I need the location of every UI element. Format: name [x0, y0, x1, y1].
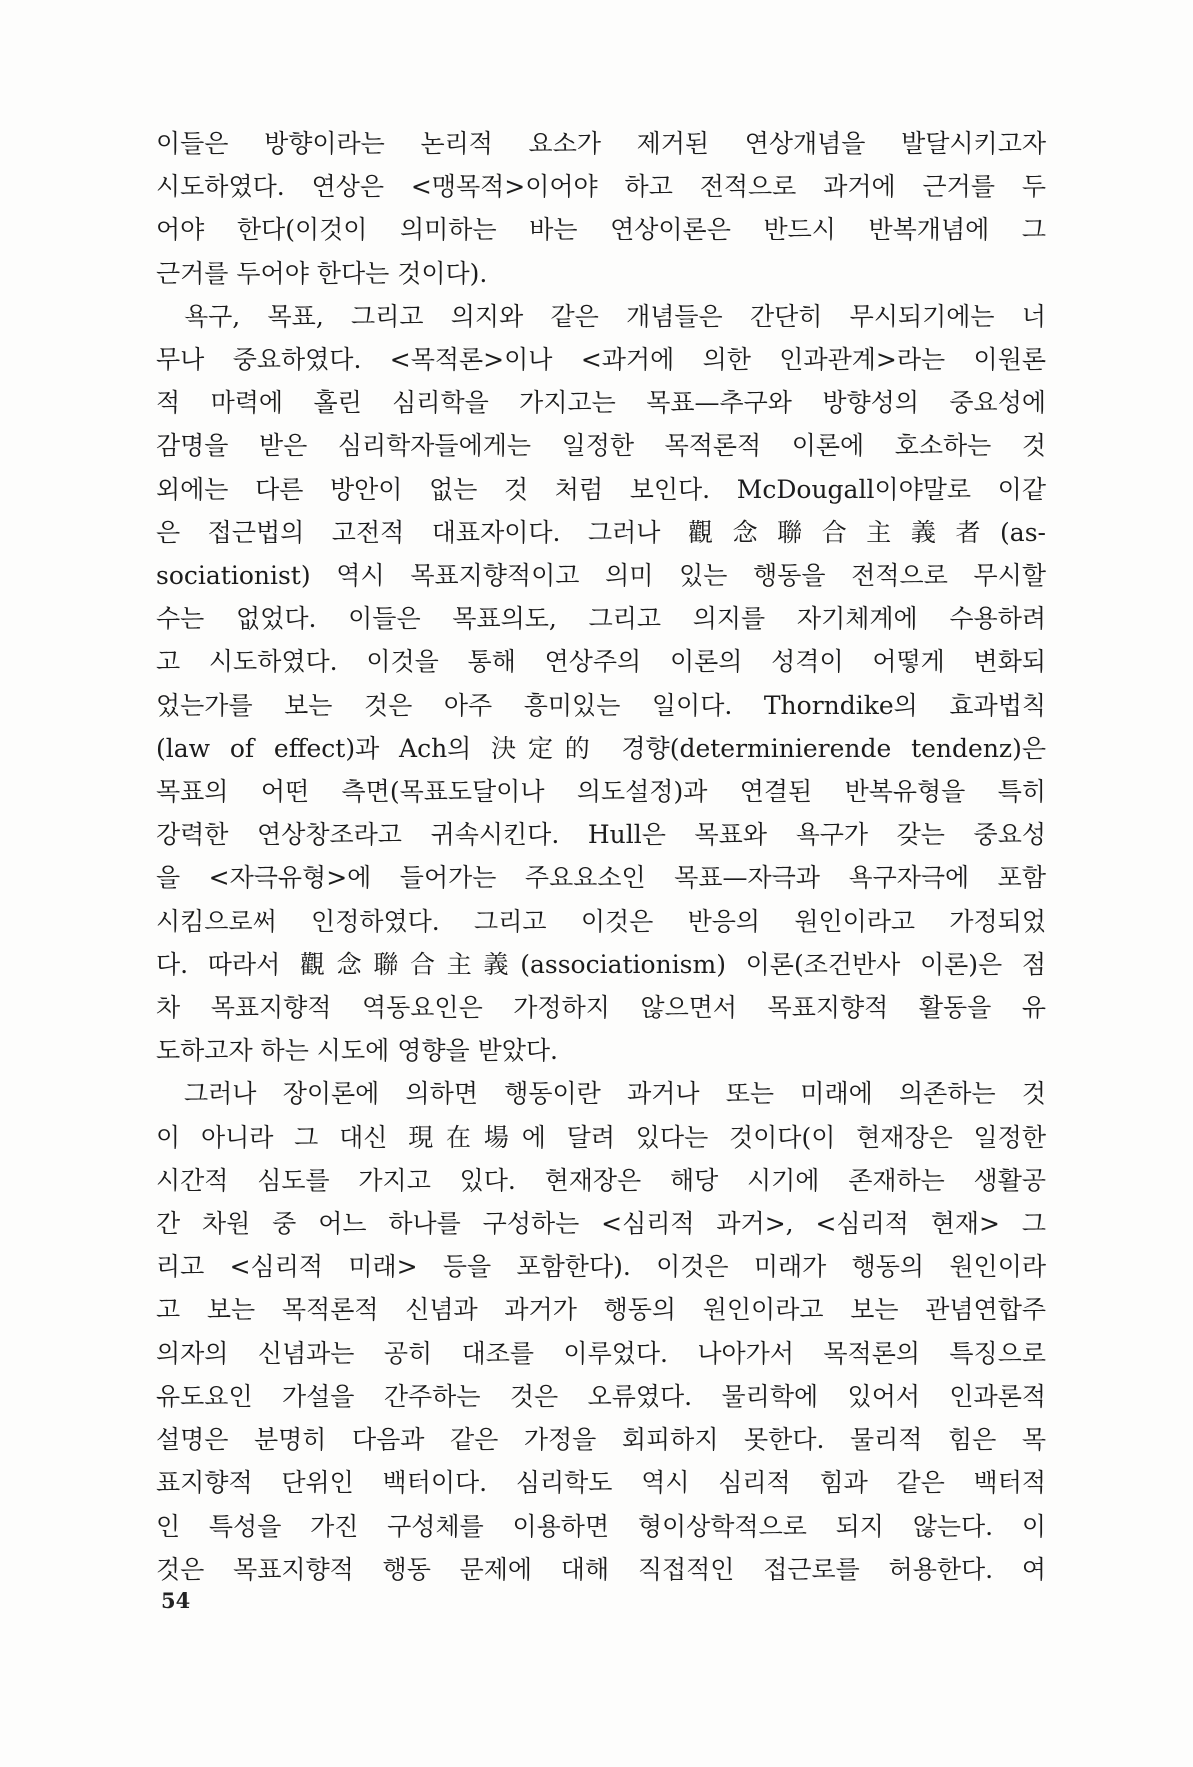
text-line: 다. 따라서 觀念聯合主義(associationism) 이론(조건반사 이론)은 점 — [156, 949, 1046, 979]
text-line: 인 특성을 가진 구성체를 이용하면 형이상학적으로 되지 않는다. 이 — [156, 1511, 1046, 1541]
text-line: 무나 중요하였다. <목적론>이나 <과거에 의한 인과관계>라는 이원론 — [156, 345, 1046, 375]
text-line: 외에는 다른 방안이 없는 것 처럼 보인다. McDougall이야말로 이같 — [156, 474, 1046, 504]
text-line: 강력한 연상창조라고 귀속시킨다. Hull은 목표와 욕구가 갖는 중요성 — [156, 820, 1046, 850]
text-line: 리고 <심리적 미래> 등을 포함한다). 이것은 미래가 행동의 원인이라 — [156, 1252, 1046, 1282]
text-line: (law of effect)과 Ach의 決定的 경향(determinierende tendenz)은 — [156, 733, 1046, 763]
text-line: 고 보는 목적론적 신념과 과거가 행동의 원인이라고 보는 관념연합주 — [156, 1295, 1046, 1325]
text-line: 설명은 분명히 다음과 같은 가정을 회피하지 못한다. 물리적 힘은 목 — [156, 1425, 1046, 1455]
text-line: 근거를 두어야 한다는 것이다). — [156, 258, 488, 288]
text-line: 시간적 심도를 가지고 있다. 현재장은 해당 시기에 존재하는 생활공 — [156, 1165, 1046, 1195]
page-number: 54 — [161, 1588, 191, 1613]
text-line: 표지향적 단위인 백터이다. 심리학도 역시 심리적 힘과 같은 백터적 — [156, 1468, 1046, 1498]
text-line: 도하고자 하는 시도에 영향을 받았다. — [156, 1036, 558, 1066]
text-line: 시킴으로써 인정하였다. 그리고 이것은 반응의 원인이라고 가정되었 — [156, 906, 1046, 936]
text-line: 이 아니라 그 대신 現在場에 달려 있다는 것이다(이 현재장은 일정한 — [156, 1122, 1046, 1152]
text-line: 의자의 신념과는 공히 대조를 이루었다. 나아가서 목적론의 특징으로 — [156, 1338, 1046, 1368]
text-line: sociationist) 역시 목표지향적이고 의미 있는 행동을 전적으로 무시할 — [156, 561, 1046, 591]
text-line: 그러나 장이론에 의하면 행동이란 과거나 또는 미래에 의존하는 것 — [184, 1079, 1046, 1109]
text-line: 목표의 어떤 측면(목표도달이나 의도설정)과 연결된 반복유형을 특히 — [156, 777, 1046, 807]
text-line: 시도하였다. 연상은 <맹목적>이어야 하고 전적으로 과거에 근거를 두 — [156, 172, 1046, 202]
text-line: 차 목표지향적 역동요인은 가정하지 않으면서 목표지향적 활동을 유 — [156, 993, 1046, 1023]
text-line: 었는가를 보는 것은 아주 흥미있는 일이다. Thorndike의 효과법칙 — [156, 690, 1046, 720]
text-line: 을 <자극유형>에 들어가는 주요요소인 목표—자극과 욕구자극에 포함 — [156, 863, 1046, 893]
text-line: 수는 없었다. 이들은 목표의도, 그리고 의지를 자기체계에 수용하려 — [156, 604, 1046, 634]
text-line: 어야 한다(이것이 의미하는 바는 연상이론은 반드시 반복개념에 그 — [156, 215, 1046, 245]
text-line: 것은 목표지향적 행동 문제에 대해 직접적인 접근로를 허용한다. 여 — [156, 1554, 1046, 1584]
text-line: 욕구, 목표, 그리고 의지와 같은 개념들은 간단히 무시되기에는 너 — [184, 301, 1046, 331]
text-line: 간 차원 중 어느 하나를 구성하는 <심리적 과거>, <심리적 현재> 그 — [156, 1209, 1046, 1239]
text-line: 적 마력에 홀린 심리학을 가지고는 목표—추구와 방향성의 중요성에 — [156, 388, 1046, 418]
text-line: 감명을 받은 심리학자들에게는 일정한 목적론적 이론에 호소하는 것 — [156, 431, 1046, 461]
text-line: 이들은 방향이라는 논리적 요소가 제거된 연상개념을 발달시키고자 — [156, 129, 1046, 158]
text-line: 고 시도하였다. 이것을 통해 연상주의 이론의 성격이 어떻게 변화되 — [156, 647, 1046, 677]
body-text — [156, 122, 1046, 1591]
text-line: 은 접근법의 고전적 대표자이다. 그러나 觀念聯合主義者(as- — [156, 517, 1046, 547]
text-line: 유도요인 가설을 간주하는 것은 오류였다. 물리학에 있어서 인과론적 — [156, 1381, 1046, 1411]
